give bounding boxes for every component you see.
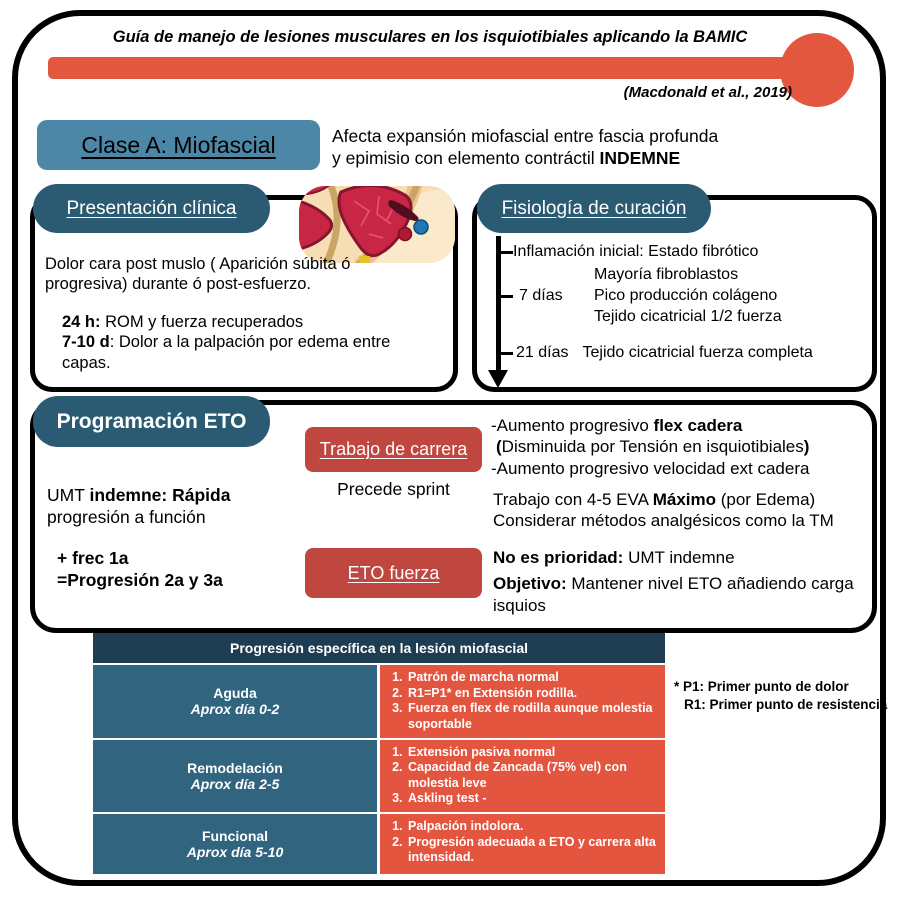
phase-cell: Funcional Aprox día 5-10 <box>93 814 377 874</box>
clase-a-desc-line2: y epimisio con elemento contráctil INDEMNE <box>332 148 681 169</box>
timeline-label-7-dias: 7 días <box>500 287 563 305</box>
presentacion-item-24h: 24 h: ROM y fuerza recuperados <box>62 313 304 331</box>
programacion-progresion-note: + frec 1a =Progresión 2a y 3a <box>57 548 223 591</box>
clase-a-description <box>332 125 718 169</box>
presentacion-paragraph: Dolor cara post muslo ( Aparición súbita ó progresiva) durante ó post-esfuerzo. <box>45 255 351 294</box>
timeline-arrow-down-icon <box>488 370 508 388</box>
criteria-cell: 1. Palpación indolora. 2. Progresión adecuada a ETO y carrera alta intensidad. <box>380 814 665 874</box>
precede-sprint-label: Precede sprint <box>337 479 450 499</box>
timeline-row-initial: Inflamación inicial: Estado fibrótico <box>500 243 758 261</box>
criteria-cell: 1. Patrón de marcha normal 2. R1=P1* en Extensión rodilla. 3. Fuerza en flex de rodilla aunque molestia soportable <box>380 665 665 738</box>
timeline-tick-icon <box>500 352 513 355</box>
phase-cell: Remodelación Aprox día 2-5 <box>93 740 377 813</box>
table-row-remodelacion <box>93 740 665 813</box>
timeline-7-dias-details: Mayoría fibroblastos Pico producción colágeno Tejido cicatricial 1/2 fuerza <box>594 266 782 325</box>
title-accent-bar <box>48 57 790 79</box>
programacion-eto-header: Programación ETO <box>33 396 270 447</box>
carrera-details: -Aumento progresivo flex cadera (Disminuida por Tensión en isquiotibiales) -Aumento progresivo velocidad ext cadera <box>491 416 810 478</box>
table-row-aguda <box>93 665 665 738</box>
clase-a-desc-line1: Afecta expansión miofascial entre fascia profunda <box>332 126 719 146</box>
presentacion-timeline-items <box>62 312 440 373</box>
clase-a-tab <box>37 120 320 170</box>
muscle-cross-section-illustration <box>299 186 455 263</box>
citation-text: (Macdonald et al., 2019) <box>623 84 792 101</box>
eto-fuerza-box: ETO fuerza <box>305 548 482 598</box>
fisiologia-curacion-header: Fisiología de curación <box>477 184 711 233</box>
programacion-umt-note: UMT indemne: Rápida progresión a función <box>47 485 231 528</box>
table-row-funcional <box>93 814 665 874</box>
clase-a-label: Clase A: Miofascial <box>81 131 276 158</box>
phase-cell: Aguda Aprox día 0-2 <box>93 665 377 738</box>
progression-table <box>93 633 665 874</box>
p1-r1-footnote: * P1: Primer punto de dolor R1: Primer punto de resistencia <box>674 679 888 713</box>
timeline-tick-icon <box>500 295 513 298</box>
fuerza-details: No es prioridad: UMT indemne Objetivo: Mantener nivel ETO añadiendo carga isquios <box>493 548 854 616</box>
timeline-row-21-dias: 21 días Tejido cicatricial fuerza completa <box>500 344 813 362</box>
presentacion-item-7-10d: 7-10 d: Dolor a la palpación por edema entre capas. <box>62 333 391 372</box>
criteria-cell: 1. Extensión pasiva normal 2. Capacidad de Zancada (75% vel) con molestia leve 3. Askling test - <box>380 740 665 813</box>
eva-details: Trabajo con 4-5 EVA Máximo (por Edema) Considerar métodos analgésicos como la TM <box>493 490 834 531</box>
presentacion-clinica-header: Presentación clínica <box>33 184 270 233</box>
trabajo-de-carrera-box: Trabajo de carrera <box>305 427 482 472</box>
table-title: Progresión específica en la lesión miofascial <box>93 633 665 663</box>
timeline-tick-icon <box>500 251 513 254</box>
page-title: Guía de manejo de lesiones musculares en los isquiotibiales aplicando la BAMIC <box>112 28 748 46</box>
